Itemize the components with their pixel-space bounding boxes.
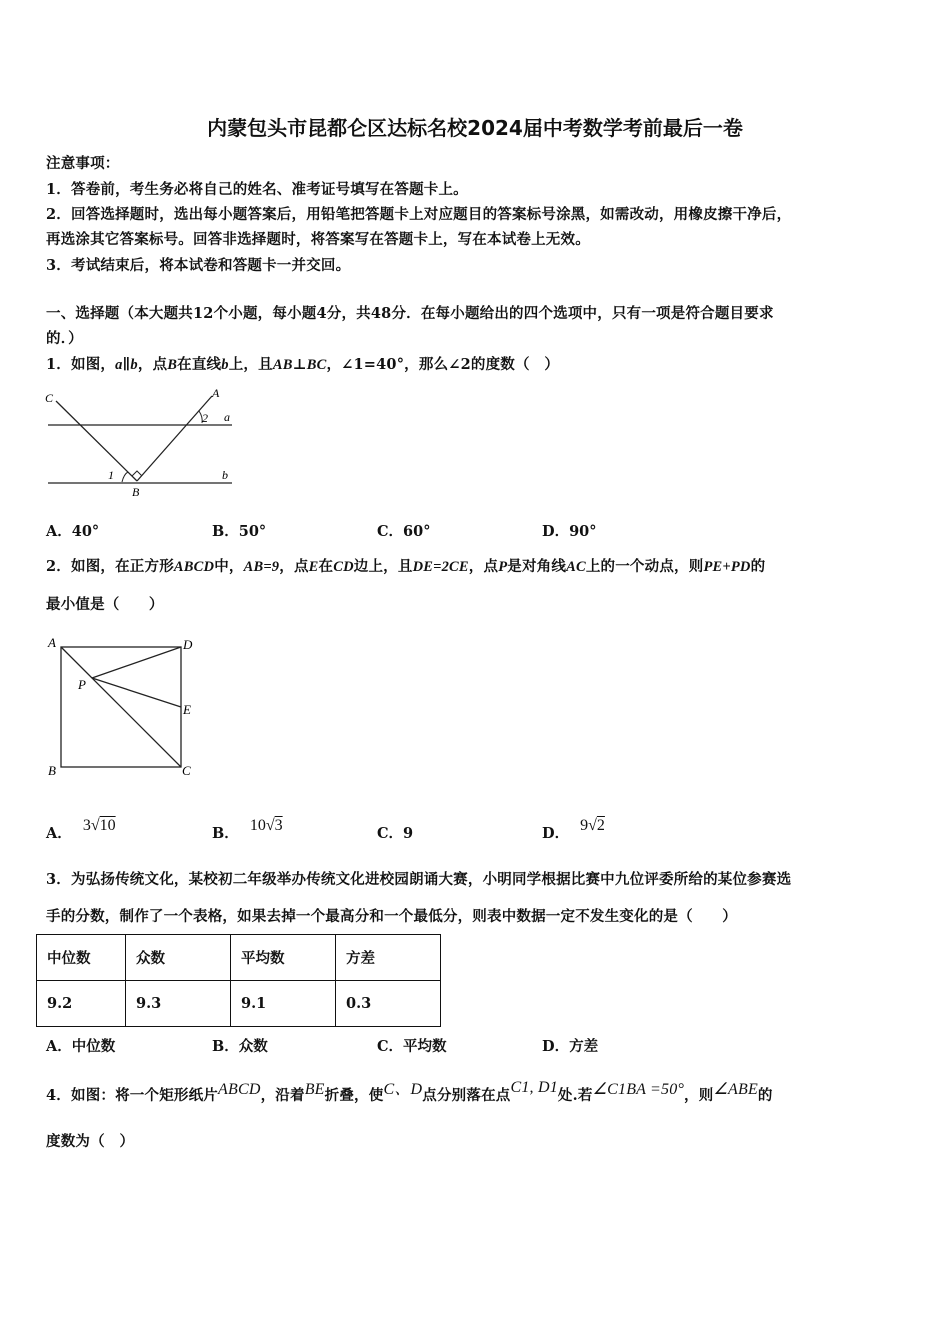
notice-heading: 注意事项： [46, 155, 120, 172]
notice-item: 再选涂其它答案标号。回答非选择题时，将答案写在答题卡上，写在本试卷上无效。 [46, 231, 590, 248]
table-header-cell: 平均数 [231, 935, 336, 981]
label-B: B [132, 485, 140, 499]
q1-option-c: C．60° [377, 523, 431, 540]
table-cell: 0.3 [336, 981, 441, 1027]
q3-option-d: D．方差 [542, 1038, 599, 1055]
label-1: 1 [108, 468, 114, 482]
question-4-text-cont: 度数为（ ） [46, 1133, 135, 1150]
question-2-figure [40, 632, 210, 782]
label-C: C [45, 391, 54, 405]
page-title: 内蒙包头市昆都仑区达标名校2024届中考数学考前最后一卷 [207, 116, 743, 140]
notice-item: 1．答卷前，考生务必将自己的姓名、准考证号填写在答题卡上。 [46, 181, 468, 198]
q1-option-b: B．50° [212, 523, 267, 540]
label-P: P [78, 677, 86, 692]
question-1-figure [40, 385, 240, 500]
label-D: D [183, 637, 193, 652]
q1-option-d: D．90° [542, 523, 597, 540]
question-1-text: 1．如图，a∥b，点B在直线b上，且AB⊥BC，∠1=40°，那么∠2的度数（ ） [46, 356, 560, 373]
label-b: b [222, 468, 228, 482]
q3-option-b: B．众数 [212, 1038, 268, 1055]
question-2-text-cont: 最小值是（ ） [46, 596, 164, 613]
label-E: E [183, 702, 191, 717]
question-4-text: 4．如图：将一个矩形纸片ABCD，沿着BE折叠，使C、D点分别落在点C1, D1处.若∠C1BA =50°，则∠ABE的 [46, 1079, 773, 1104]
question-3-text: 3．为弘扬传统文化，某校初二年级举办传统文化进校园朗诵大赛，小明同学根据比赛中九位评委所给的某位参赛选 [46, 871, 792, 888]
section-heading-cont: 的．） [46, 330, 83, 347]
q3-data-table [36, 934, 441, 1027]
question-3-text-cont: 手的分数，制作了一个表格，如果去掉一个最高分和一个最低分，则表中数据一定不发生变化的是（ ） [46, 908, 737, 925]
q2-option-c: C．9 [377, 825, 414, 842]
table-header-cell: 中位数 [37, 935, 126, 981]
q1-option-a: A．40° [46, 523, 100, 540]
label-A: A [48, 635, 56, 650]
table-cell: 9.1 [231, 981, 336, 1027]
label-C: C [182, 763, 191, 778]
q3-option-c: C．平均数 [377, 1038, 447, 1055]
label-B: B [48, 763, 56, 778]
table-header-row [37, 935, 441, 981]
q2-option-a: A． 3√10 [46, 817, 116, 842]
notice-item: 2．回答选择题时，选出每小题答案后，用铅笔把答题卡上对应题目的答案标号涂黑，如需改动，用橡皮擦干净后， [46, 206, 792, 223]
label-2: 2 [202, 411, 208, 425]
label-A: A [212, 386, 220, 400]
q2-option-b: B． 10√3 [212, 817, 283, 842]
label-a: a [224, 410, 230, 424]
table-header-cell: 众数 [126, 935, 231, 981]
table-row [37, 981, 441, 1027]
q3-option-a: A．中位数 [46, 1038, 116, 1055]
q2-option-d: D． 9√2 [542, 817, 605, 842]
question-2-text: 2．如图，在正方形ABCD中，AB=9，点E在CD边上，且DE=2CE，点P是对角线AC上的一个动点，则PE+PD的 [46, 558, 766, 575]
table-cell: 9.3 [126, 981, 231, 1027]
section-heading: 一、选择题（本大题共12个小题，每小题4分，共48分．在每小题给出的四个选项中，只有一项是符合题目要求 [46, 305, 774, 322]
table-header-cell: 方差 [336, 935, 441, 981]
notice-item: 3．考试结束后，将本试卷和答题卡一并交回。 [46, 257, 351, 274]
table-cell: 9.2 [37, 981, 126, 1027]
